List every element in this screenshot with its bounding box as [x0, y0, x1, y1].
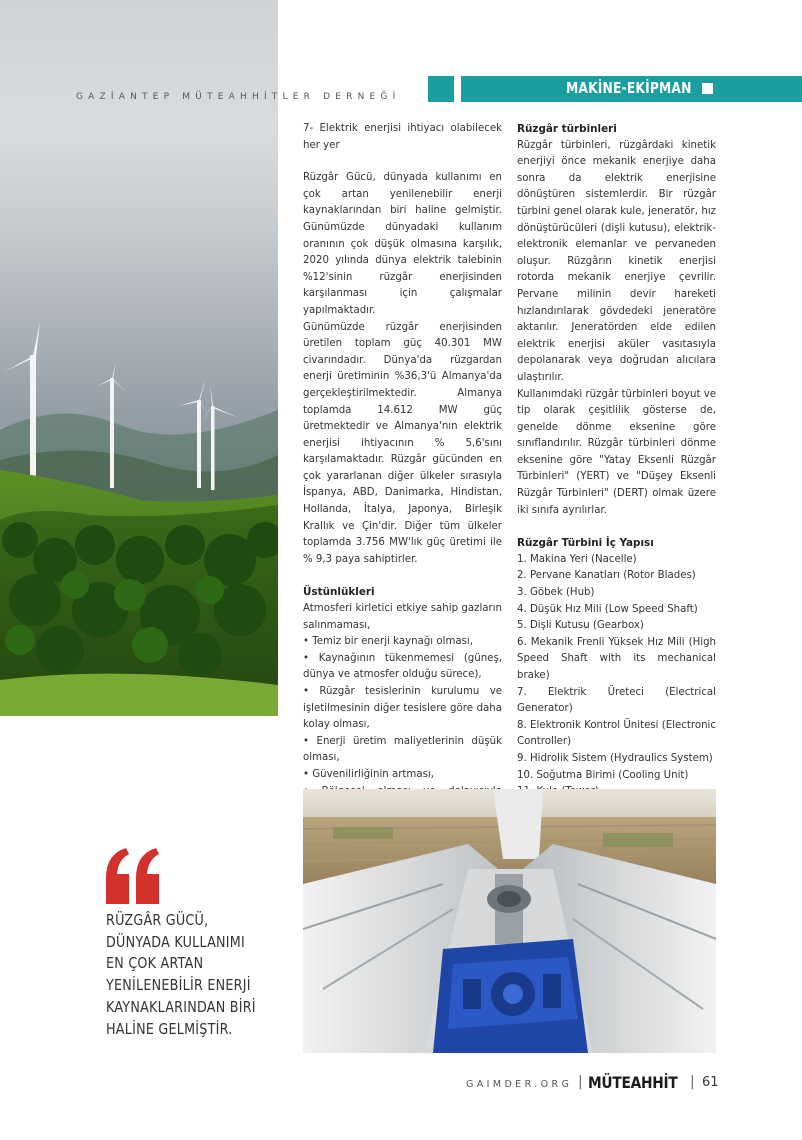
pull-quote-line: HALİNE GELMİŞTİR.: [106, 1019, 233, 1038]
list-item: 1. Makina Yeri (Nacelle): [517, 553, 637, 565]
column1-paragraph-2: Rüzgâr Gücü, dünyada kullanımı en çok artan yenilenebilir enerji kaynaklarından biri haline gelmiştir. Günümüzde dünyadaki kullanım oranının çok düşük olmasına karşılık, 2020 yılında dünya elektrik talebinin %12'sinin rüzgâr enerjisinden karşılanması için çalışmalar yapılmaktadır.: [303, 172, 502, 316]
pull-quote: [106, 910, 256, 1040]
list-item: 8. Elektronik Kontrol Ünitesi (Electronic Controller): [517, 719, 716, 748]
pull-quote-line: YENİLENEBİLİR ENERJİ: [106, 976, 251, 995]
list-item: 5. Dişli Kutusu (Gearbox): [517, 620, 644, 632]
list-item: • Kaynağının tükenmemesi (güneş, dünya ve atmosfer olduğu sürece),: [303, 652, 502, 681]
section-box-icon: [702, 83, 713, 94]
footer-magazine-name: MÜTEAHHİT: [588, 1073, 678, 1092]
list-item: • Güvenilirliğinin artması,: [303, 768, 434, 780]
list-item: 3. Göbek (Hub): [517, 587, 595, 599]
turbines-heading: Rüzgâr türbinleri: [517, 123, 617, 135]
pull-quote-line: RÜZGÂR GÜCÜ,: [106, 911, 209, 929]
footer-separator: |: [578, 1074, 583, 1090]
list-item: 6. Mekanik Frenli Yüksek Hız Mili (High Speed Shaft with its mechanical brake): [517, 636, 716, 681]
footer-website: GAIMDER.ORG: [466, 1079, 573, 1090]
advantages-heading: Üstünlükleri: [303, 586, 375, 599]
list-item: • Temiz bir enerji kaynağı olması,: [303, 636, 473, 648]
nacelle-photo: [303, 789, 716, 1053]
list-item: 2. Pervane Kanatları (Rotor Blades): [517, 570, 696, 582]
column2-paragraph-2: Kullanımdaki rüzgâr türbinleri boyut ve tip olarak çeşitlilik gösterse de, genelde dönme eksenine göre sınıflandırılır. Rüzgâr türbinleri dönme eksenine göre "Yatay Eksenli Rüzgâr Türbinleri" (YERT) ve "Düşey Eksenli Rüzgâr Türbinleri" (DERT) olmak üzere iki sınıfa ayrılırlar.: [517, 388, 717, 516]
column2-paragraph-1: Rüzgâr türbinleri, rüzgârdaki kinetik enerjiyi önce mekanik enerjiye daha sonra da elektrik enerjisine dönüştüren sistemlerdir. Bir rüzgâr türbini genel olarak kule, jeneratör, hız dönüştürücüleri (dişli kutusu), elektrik-elektronik elemanlar ve pervaneden oluşur. Rüzgârın kinetik enerjisi rotorda mekanik enerjiye çevrilir. Pervane milinin devir hareketi hızlandırılarak gövdedeki jeneratöre aktarılır. Jeneratörden elde edilen elektrik enerjisi aküler vasıtasıyla depolanarak veya doğrudan alıcılara ulaştırılır.: [517, 139, 716, 383]
structure-heading: Rüzgâr Türbini İç Yapısı: [517, 537, 654, 550]
page-number: 61: [702, 1075, 719, 1090]
advantages-intro: Atmosferi kirletici etkiye sahip gazların salınmaması,: [303, 603, 502, 631]
list-item: • Rüzgâr tesislerinin kurulumu ve işletilmesinin diğer tesislere göre daha kolay olması,: [303, 686, 502, 731]
list-item: 10. Soğutma Birimi (Cooling Unit): [517, 769, 689, 781]
list-item: 4. Düşük Hız Mili (Low Speed Shaft): [517, 603, 698, 615]
article-column-2: [517, 121, 716, 867]
pull-quote-line: EN ÇOK ARTAN: [106, 954, 204, 973]
nacelle-illustration: [303, 789, 716, 1053]
quote-mark-icon: [104, 846, 162, 906]
wind-farm-illustration: [0, 0, 278, 716]
column1-paragraph-3: Günümüzde rüzgâr enerjisinden üretilen toplam güç 40.301 MW civarındadır. Dünya'da rüzgardan enerji üretiminin %36,3'ü Almanya'da gerçekleştirilmektedir. Almanya toplamda 14.612 MW güç üretmektedir ve Almanya'nın elektrik enerjisi ihtiyacının % 5,6'sını karşılamaktadır. Rüzgâr gücünden en çok yararlanan diğer ülkeler sırasıyla İspanya, ABD, Danimarka, Hindistan, Hollanda, İtalya, Japonya, Birleşik Krallık ve Çin'dir. Diğer tüm ülkeler toplamda 3.756 MW'lık güç üretimi ile % 9,3 paya sahiptirler.: [303, 321, 502, 565]
footer-separator: |: [690, 1074, 695, 1090]
list-item: 7. Elektrik Üreteci (Electrical Generator): [517, 686, 716, 715]
wind-farm-photo: [0, 0, 278, 716]
article-column-1: [303, 121, 502, 817]
column1-paragraph-1: 7- Elektrik enerjisi ihtiyacı olabilecek her yer: [303, 123, 502, 151]
pull-quote-line: KAYNAKLARINDAN BİRİ: [106, 997, 256, 1016]
pull-quote-line: DÜNYADA KULLANIMI: [106, 932, 245, 951]
association-name: GAZİANTEP MÜTEAHHİTLER DERNEĞİ: [76, 92, 401, 102]
section-title: MAKİNE-EKİPMAN: [566, 79, 692, 97]
header-accent-square: [428, 76, 454, 102]
list-item: 9. Hidrolik Sistem (Hydraulics System): [517, 752, 713, 764]
list-item: • Enerji üretim maliyetlerinin düşük olması,: [303, 735, 502, 764]
